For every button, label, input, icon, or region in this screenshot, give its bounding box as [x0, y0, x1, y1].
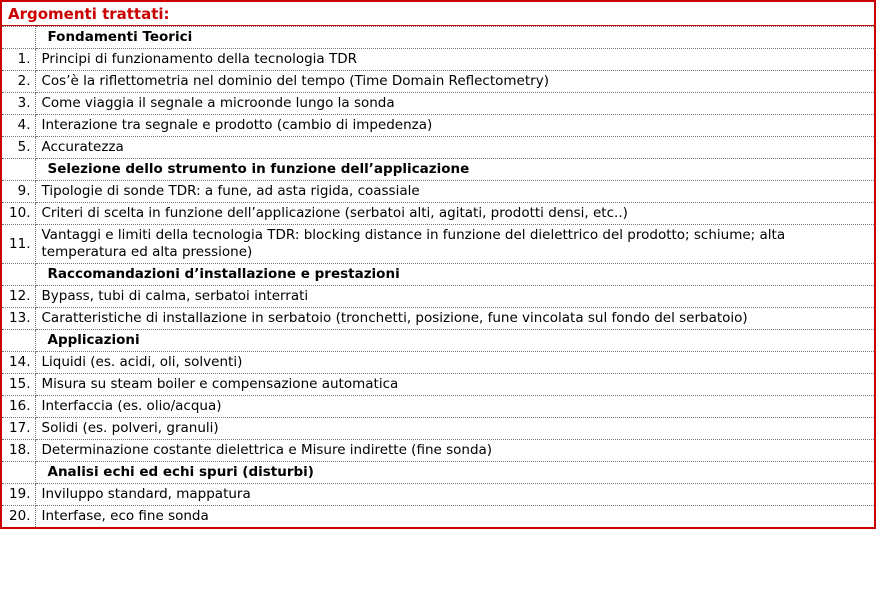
row-text: Criteri di scelta in funzione dell’applicazione (serbatoi alti, agitati, prodotti densi, etc..): [35, 203, 875, 225]
row-number: 2.: [1, 71, 35, 93]
table-row: [1, 418, 875, 440]
topics-table-body: [1, 27, 875, 529]
table-row: [1, 440, 875, 462]
row-number: 9.: [1, 181, 35, 203]
row-text: Inviluppo standard, mappatura: [35, 484, 875, 506]
row-text: Determinazione costante dielettrica e Misure indirette (fine sonda): [35, 440, 875, 462]
row-text: Come viaggia il segnale a microonde lungo la sonda: [35, 93, 875, 115]
row-text: Accuratezza: [35, 137, 875, 159]
row-number: 19.: [1, 484, 35, 506]
row-number: 10.: [1, 203, 35, 225]
row-text: Interazione tra segnale e prodotto (cambio di impedenza): [35, 115, 875, 137]
row-number: 12.: [1, 286, 35, 308]
row-text: Caratteristiche di installazione in serbatoio (tronchetti, posizione, fune vincolata sul fondo del serbatoio): [35, 308, 875, 330]
table-row: [1, 71, 875, 93]
table-row: [1, 181, 875, 203]
row-number: [1, 330, 35, 352]
table-row: [1, 352, 875, 374]
row-text: Selezione dello strumento in funzione dell’applicazione: [35, 159, 875, 181]
row-text: Misura su steam boiler e compensazione automatica: [35, 374, 875, 396]
row-number: 16.: [1, 396, 35, 418]
table-row: [1, 225, 875, 264]
row-text: Analisi echi ed echi spuri (disturbi): [35, 462, 875, 484]
row-text: Raccomandazioni d’installazione e prestazioni: [35, 264, 875, 286]
row-number: 4.: [1, 115, 35, 137]
table-row-section: [1, 264, 875, 286]
table-row-section: [1, 159, 875, 181]
row-number: 20.: [1, 506, 35, 529]
table-row: [1, 484, 875, 506]
table-row-section: [1, 27, 875, 49]
table-row: [1, 93, 875, 115]
row-text: Interfaccia (es. olio/acqua): [35, 396, 875, 418]
table-row: [1, 396, 875, 418]
row-text: Interfase, eco fine sonda: [35, 506, 875, 529]
row-number: 11.: [1, 225, 35, 264]
row-text: Tipologie di sonde TDR: a fune, ad asta rigida, coassiale: [35, 181, 875, 203]
row-number: [1, 27, 35, 49]
table-row: [1, 49, 875, 71]
row-number: 3.: [1, 93, 35, 115]
table-row: [1, 115, 875, 137]
table-row: [1, 308, 875, 330]
row-number: 17.: [1, 418, 35, 440]
table-row-section: [1, 330, 875, 352]
topics-table: [0, 26, 876, 529]
row-text: Bypass, tubi di calma, serbatoi interrati: [35, 286, 875, 308]
row-text: Fondamenti Teorici: [35, 27, 875, 49]
row-number: 13.: [1, 308, 35, 330]
row-number: 5.: [1, 137, 35, 159]
row-number: [1, 159, 35, 181]
document-title-bar: [0, 0, 876, 26]
row-text: Solidi (es. polveri, granuli): [35, 418, 875, 440]
row-number: [1, 462, 35, 484]
table-row: [1, 137, 875, 159]
row-number: [1, 264, 35, 286]
table-row: [1, 506, 875, 529]
row-text: Vantaggi e limiti della tecnologia TDR: blocking distance in funzione del dielettrico del prodotto; schiume; alta temperatura ed alta pressione): [35, 225, 875, 264]
row-number: 1.: [1, 49, 35, 71]
row-number: 15.: [1, 374, 35, 396]
table-row: [1, 374, 875, 396]
row-number: 18.: [1, 440, 35, 462]
row-text: Liquidi (es. acidi, oli, solventi): [35, 352, 875, 374]
row-text: Principi di funzionamento della tecnologia TDR: [35, 49, 875, 71]
table-row-section: [1, 462, 875, 484]
table-row: [1, 286, 875, 308]
row-number: 14.: [1, 352, 35, 374]
page-title: Argomenti trattati:: [8, 4, 170, 23]
table-row: [1, 203, 875, 225]
row-text: Cos’è la riflettometria nel dominio del tempo (Time Domain Reflectometry): [35, 71, 875, 93]
row-text: Applicazioni: [35, 330, 875, 352]
